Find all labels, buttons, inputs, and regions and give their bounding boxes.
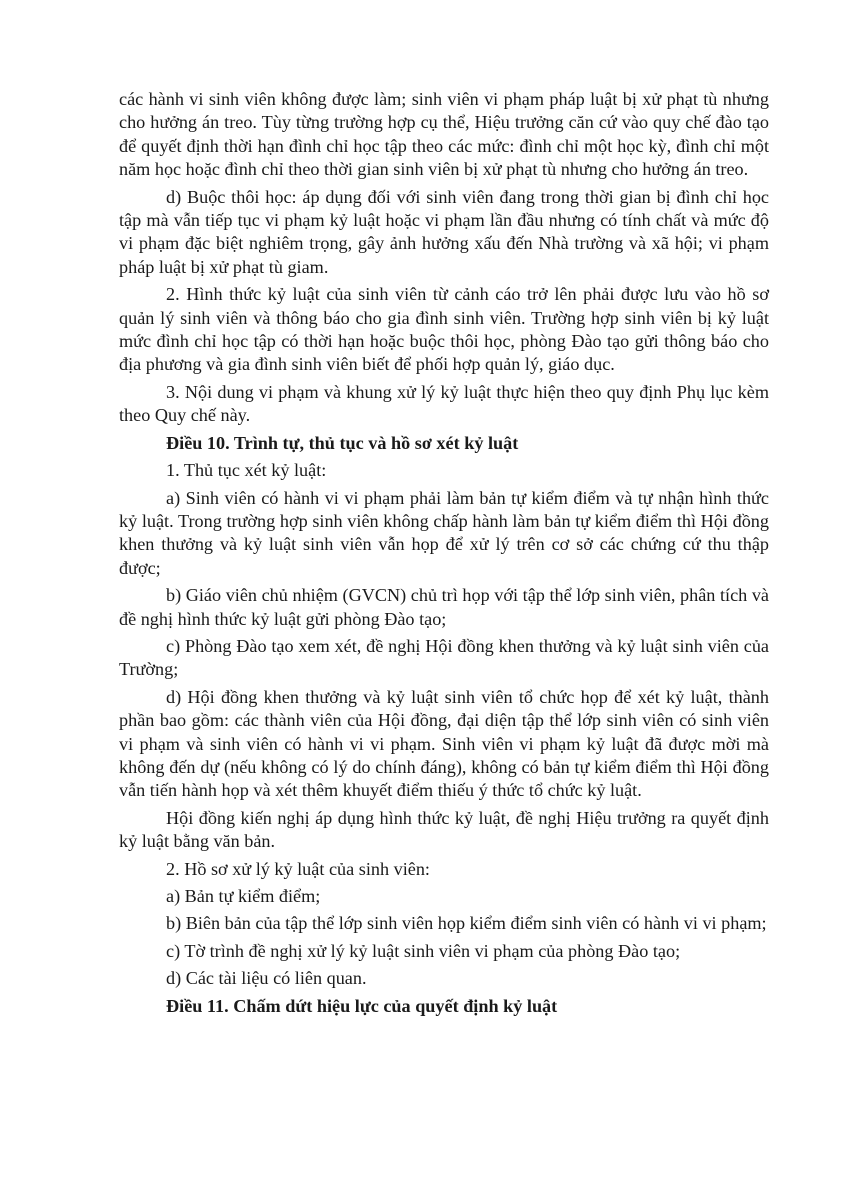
paragraph-dossier-c: c) Tờ trình đề nghị xử lý kỷ luật sinh viên vi phạm của phòng Đào tạo; xyxy=(166,940,681,961)
paragraph-procedure-c: c) Phòng Đào tạo xem xét, đề nghị Hội đồng khen thưởng và kỷ luật sinh viên của Trường; xyxy=(119,635,769,680)
paragraph-procedure-b: b) Giáo viên chủ nhiệm (GVCN) chủ trì họp với tập thể lớp sinh viên, phân tích và đề nghị hình thức kỷ luật gửi phòng Đào tạo; xyxy=(119,585,769,629)
document-page xyxy=(119,88,769,1018)
paragraph-dossier-title: 2. Hồ sơ xử lý kỷ luật của sinh viên: xyxy=(166,858,430,879)
heading-article-10: Điều 10. Trình tự, thủ tục và hồ sơ xét kỷ luật xyxy=(166,432,519,453)
paragraph-council-recommendation: Hội đồng kiến nghị áp dụng hình thức kỷ luật, đề nghị Hiệu trưởng ra quyết định kỷ luật bằng văn bản. xyxy=(119,807,769,852)
paragraph-dossier-d: d) Các tài liệu có liên quan. xyxy=(166,968,367,989)
paragraph-dossier-b: b) Biên bản của tập thể lớp sinh viên họp kiểm điểm sinh viên có hành vi vi phạm; xyxy=(166,913,767,934)
paragraph-article9-continuation: các hành vi sinh viên không được làm; sinh viên vi phạm pháp luật bị xử phạt tù nhưng cho hưởng án treo. Tùy từng trường hợp cụ thể, Hiệu trưởng căn cứ vào quy chế đào tạo để quyết định thời hạn đình chỉ học tập theo các mức: đình chỉ một học kỳ, đình chỉ một năm học hoặc đình chỉ theo thời gian sinh viên bị xử phạt tù nhưng cho hưởng án treo. xyxy=(119,89,769,180)
paragraph-procedure-a: a) Sinh viên có hành vi vi phạm phải làm bản tự kiểm điểm và tự nhận hình thức kỷ luật. Trong trường hợp sinh viên không chấp hành làm bản tự kiểm điểm thì Hội đồng khen thưởng và kỷ luật sinh viên vẫn họp để xử lý trên cơ sở các chứng cứ thu thập được; xyxy=(119,487,769,578)
paragraph-expulsion: d) Buộc thôi học: áp dụng đối với sinh viên đang trong thời gian bị đình chỉ học tập mà vẫn tiếp tục vi phạm kỷ luật hoặc vi phạm lần đầu nhưng có tính chất và mức độ vi phạm đặc biệt nghiêm trọng, gây ảnh hưởng xấu đến Nhà trường và xã hội; vi phạm pháp luật bị xử phạt tù giam. xyxy=(119,186,769,277)
paragraph-appendix-reference: 3. Nội dung vi phạm và khung xử lý kỷ luật thực hiện theo quy định Phụ lục kèm theo Quy chế này. xyxy=(119,381,769,426)
paragraph-dossier-a: a) Bản tự kiểm điểm; xyxy=(166,886,321,906)
paragraph-record-notification: 2. Hình thức kỷ luật của sinh viên từ cảnh cáo trở lên phải được lưu vào hồ sơ quản lý sinh viên và thông báo cho gia đình sinh viên. Trường hợp sinh viên bị kỷ luật mức đình chỉ học tập có thời hạn hoặc buộc thôi học, phòng Đào tạo gửi thông báo cho địa phương và gia đình sinh viên biết để phối hợp quản lý, giáo dục. xyxy=(119,284,769,375)
heading-article-11: Điều 11. Chấm dứt hiệu lực của quyết định kỷ luật xyxy=(166,995,558,1016)
paragraph-procedure-d: d) Hội đồng khen thưởng và kỷ luật sinh viên tổ chức họp để xét kỷ luật, thành phần bao gồm: các thành viên của Hội đồng, đại diện tập thể lớp sinh viên có sinh viên vi phạm và sinh viên có hành vi vi phạm. Sinh viên vi phạm kỷ luật đã được mời mà không đến dự (nếu không có lý do chính đáng), không có bản tự kiểm điểm thì Hội đồng vẫn tiến hành họp và xét thêm khuyết điểm thiếu ý thức tổ chức kỷ luật. xyxy=(119,686,769,801)
paragraph-procedure-title: 1. Thủ tục xét kỷ luật: xyxy=(166,460,327,481)
